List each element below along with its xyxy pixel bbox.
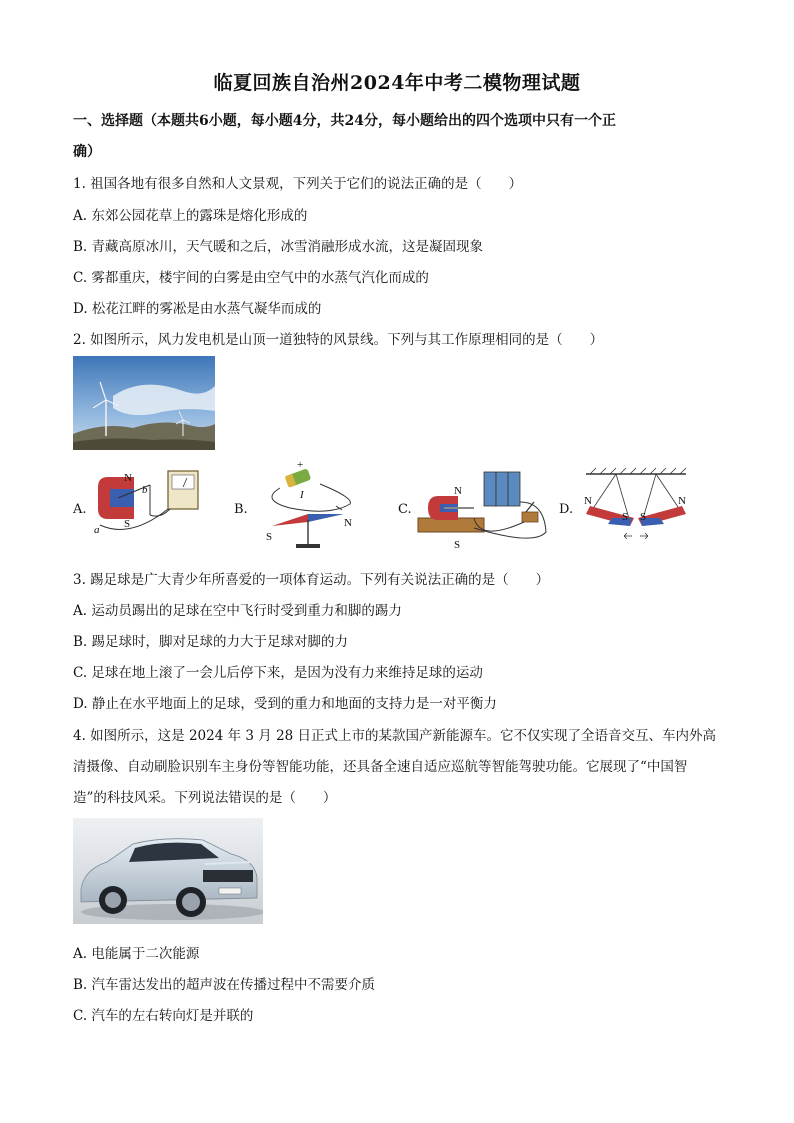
q3-stem: 3. 踢足球是广大青少年所喜爱的一项体育运动。下列有关说法正确的是（ ） <box>73 572 550 588</box>
fig-c-s: S <box>454 539 461 551</box>
wind-turbine-photo <box>73 356 215 450</box>
section-heading: 一、选择题（本题共6小题，每小题4分，共24分，每小题给出的四个选项中只有一个正 <box>73 113 616 129</box>
q1-option-c: C. 雾都重庆，楼宇间的白雾是由空气中的水蒸气汽化而成的 <box>73 270 429 286</box>
q4-option-a: A. 电能属于二次能源 <box>73 946 200 962</box>
q1-option-b: B. 青藏高原冰川，天气暖和之后，冰雪消融形成水流，这是凝固现象 <box>73 239 484 255</box>
q2-stem: 2. 如图所示，风力发电机是山顶一道独特的风景线。下列与其工作原理相同的是（ ） <box>73 332 604 348</box>
fig-a-a: a <box>94 524 100 536</box>
q2-option-b-label: B. <box>234 502 248 517</box>
fig-a-n: N <box>124 472 132 484</box>
fig-b-n: N <box>344 517 352 529</box>
fig-d-s1: S <box>622 511 629 523</box>
q3-option-a: A. 运动员踢出的足球在空中飞行时受到重力和脚的踢力 <box>73 603 402 619</box>
q3-option-c: C. 足球在地上滚了一会儿后停下来，是因为没有力来维持足球的运动 <box>73 665 483 681</box>
fig-a-s: S <box>124 518 131 530</box>
figure-c-motor <box>414 462 554 554</box>
fig-a-b: b <box>142 484 148 496</box>
fig-c-n: N <box>454 485 462 497</box>
page-title: 临夏回族自治州2024年中考二模物理试题 <box>213 72 581 94</box>
figure-d-magnets <box>576 466 696 546</box>
car-photo <box>73 818 263 924</box>
fig-d-n1: N <box>584 495 592 507</box>
q4-option-b: B. 汽车雷达发出的超声波在传播过程中不需要介质 <box>73 977 376 993</box>
q4-stem-line1: 4. 如图所示，这是 2024 年 3 月 28 日正式上市的某款国产新能源车。它不仅实现了全语音交互、车内外高 <box>73 728 717 744</box>
q4-stem-line2: 清摄像、自动刷脸识别车主身份等智能功能，还具备全速自适应巡航等智能驾驶功能。它展现了“中国智 <box>73 759 688 775</box>
q2-option-c-label: C. <box>398 502 412 517</box>
fig-b-i: I <box>300 489 304 501</box>
q1-option-d: D. 松花江畔的雾凇是由水蒸气凝华而成的 <box>73 301 322 317</box>
figure-b-oersted <box>250 460 370 552</box>
fig-b-s: S <box>266 531 273 543</box>
section-heading-cont: 确） <box>73 144 101 160</box>
q1-stem: 1. 祖国各地有很多自然和人文景观，下列关于它们的说法正确的是（ ） <box>73 176 523 192</box>
q2-option-a-label: A. <box>73 502 87 517</box>
q3-option-d: D. 静止在水平地面上的足球，受到的重力和地面的支持力是一对平衡力 <box>73 696 497 712</box>
fig-d-n2: N <box>678 495 686 507</box>
fig-d-s2: S <box>640 511 647 523</box>
q3-option-b: B. 踢足球时，脚对足球的力大于足球对脚的力 <box>73 634 349 650</box>
q4-stem-line3: 造”的科技风采。下列说法错误的是（ ） <box>73 790 337 806</box>
q1-option-a: A. 东郊公园花草上的露珠是熔化形成的 <box>73 208 308 224</box>
fig-b-plus: + <box>297 460 304 471</box>
figure-a-generator <box>90 465 210 540</box>
q2-option-d-label: D. <box>559 502 574 517</box>
q4-option-c: C. 汽车的左右转向灯是并联的 <box>73 1008 254 1024</box>
